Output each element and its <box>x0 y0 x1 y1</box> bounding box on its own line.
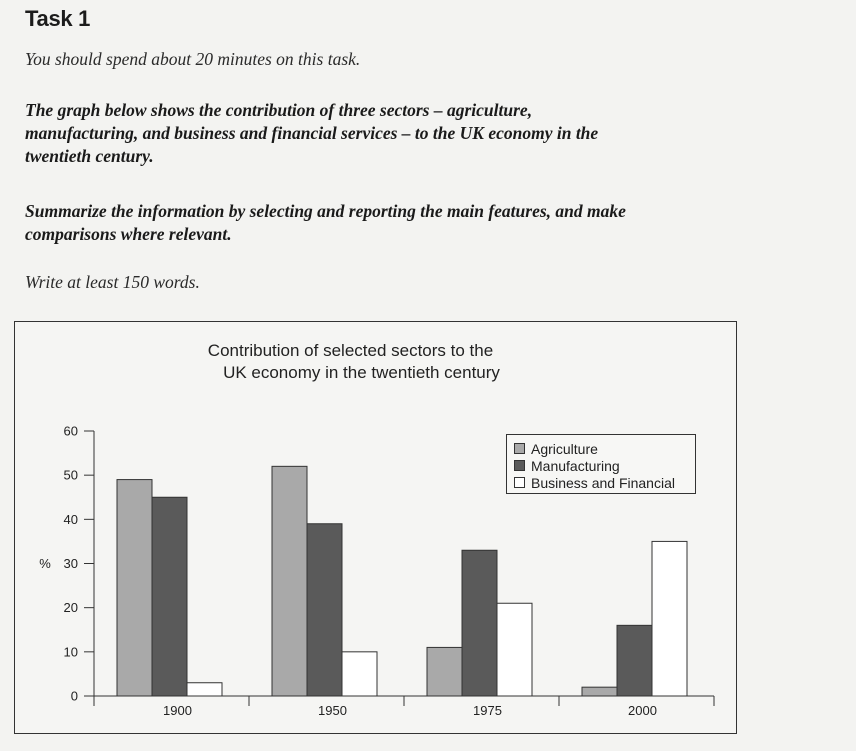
y-axis-label: % <box>39 556 51 571</box>
task-prompt <box>25 99 825 168</box>
bar-agriculture-1900 <box>117 480 152 696</box>
bar-manufacturing-1900 <box>152 497 187 696</box>
chart-frame <box>14 321 737 734</box>
time-instruction: You should spend about 20 minutes on this task. <box>25 49 361 69</box>
chart-title <box>15 340 738 384</box>
task-title: Task 1 <box>25 6 91 31</box>
x-tick-label: 1975 <box>473 703 502 718</box>
legend-label: Agriculture <box>531 440 598 457</box>
bar-business-and-financial-2000 <box>652 541 687 696</box>
prompt-line: twentieth century. <box>25 146 154 166</box>
legend-swatch <box>514 443 525 454</box>
y-tick-label: 60 <box>63 423 78 439</box>
chart-legend <box>506 434 696 494</box>
bar-business-and-financial-1950 <box>342 652 377 696</box>
y-tick-label: 10 <box>63 644 78 660</box>
legend-entry-agriculture <box>514 440 695 457</box>
legend-entry-business-financial <box>514 474 695 491</box>
legend-entry-manufacturing <box>514 457 695 474</box>
chart-title-line: UK economy in the twentieth century <box>223 363 500 382</box>
y-tick-label: 30 <box>63 556 78 571</box>
bar-agriculture-1950 <box>272 466 307 696</box>
legend-label: Business and Financial <box>531 474 675 491</box>
y-tick-label: 0 <box>70 688 78 704</box>
legend-swatch <box>514 477 525 488</box>
summary-line: Summarize the information by selecting and reporting the main features, and make <box>25 201 626 221</box>
legend-swatch <box>514 460 525 471</box>
prompt-line: manufacturing, and business and financial services – to the UK economy in the <box>25 123 599 143</box>
word-count-instruction: Write at least 150 words. <box>25 272 200 292</box>
x-tick-label: 1950 <box>318 703 347 718</box>
bar-manufacturing-1975 <box>462 550 497 696</box>
x-tick-label: 2000 <box>628 703 657 718</box>
bar-business-and-financial-1975 <box>497 603 532 696</box>
summary-line: comparisons where relevant. <box>25 224 232 244</box>
y-tick-label: 40 <box>63 511 78 527</box>
y-tick-label: 20 <box>63 600 78 616</box>
summary-instruction <box>25 200 835 246</box>
y-tick-label: 50 <box>63 467 78 483</box>
bar-manufacturing-2000 <box>617 625 652 696</box>
x-tick-label: 1900 <box>163 703 192 718</box>
chart-title-line: Contribution of selected sectors to the <box>207 341 494 360</box>
bar-business-and-financial-1900 <box>187 683 222 696</box>
prompt-line: The graph below shows the contribution of three sectors – agriculture, <box>25 100 533 120</box>
bar-agriculture-2000 <box>582 687 617 696</box>
legend-label: Manufacturing <box>531 457 620 474</box>
bar-agriculture-1975 <box>427 647 462 696</box>
bar-manufacturing-1950 <box>307 524 342 696</box>
